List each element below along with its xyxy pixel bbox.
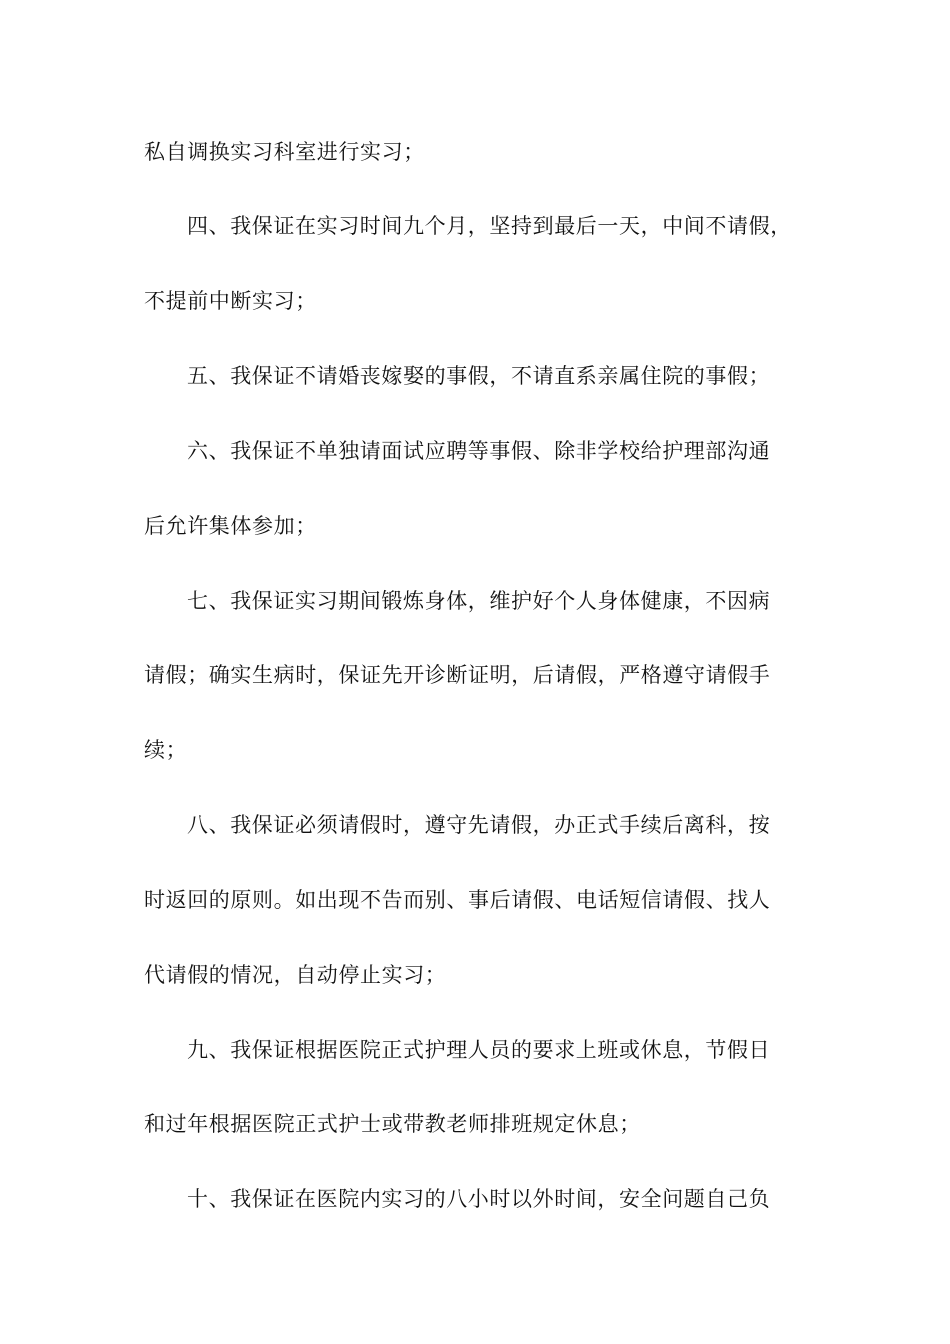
text-line: 八、我保证必须请假时，遵守先请假，办正式手续后离科，按 <box>187 813 771 837</box>
text-line: 五、我保证不请婚丧嫁娶的事假，不请直系亲属住院的事假； <box>187 364 771 388</box>
text-line: 不提前中断实习； <box>144 289 317 313</box>
text-line: 代请假的情况，自动停止实习； <box>144 963 447 987</box>
text-line: 六、我保证不单独请面试应聘等事假、除非学校给护理部沟通 <box>187 439 771 463</box>
text-line: 时返回的原则。如出现不告而别、事后请假、电话短信请假、找人 <box>144 888 771 912</box>
text-line: 四、我保证在实习时间九个月，坚持到最后一天，中间不请假， <box>187 214 792 238</box>
text-line: 九、我保证根据医院正式护理人员的要求上班或休息，节假日 <box>187 1038 771 1062</box>
text-line: 私自调换实习科室进行实习； <box>144 140 425 164</box>
text-line: 续； <box>144 738 188 762</box>
text-line: 请假；确实生病时，保证先开诊断证明，后请假，严格遵守请假手 <box>144 663 771 687</box>
text-line: 后允许集体参加； <box>144 514 317 538</box>
text-line: 和过年根据医院正式护士或带教老师排班规定休息； <box>144 1112 641 1136</box>
text-line: 七、我保证实习期间锻炼身体，维护好个人身体健康，不因病 <box>187 589 771 613</box>
text-line: 十、我保证在医院内实习的八小时以外时间，安全问题自己负 <box>187 1187 771 1211</box>
